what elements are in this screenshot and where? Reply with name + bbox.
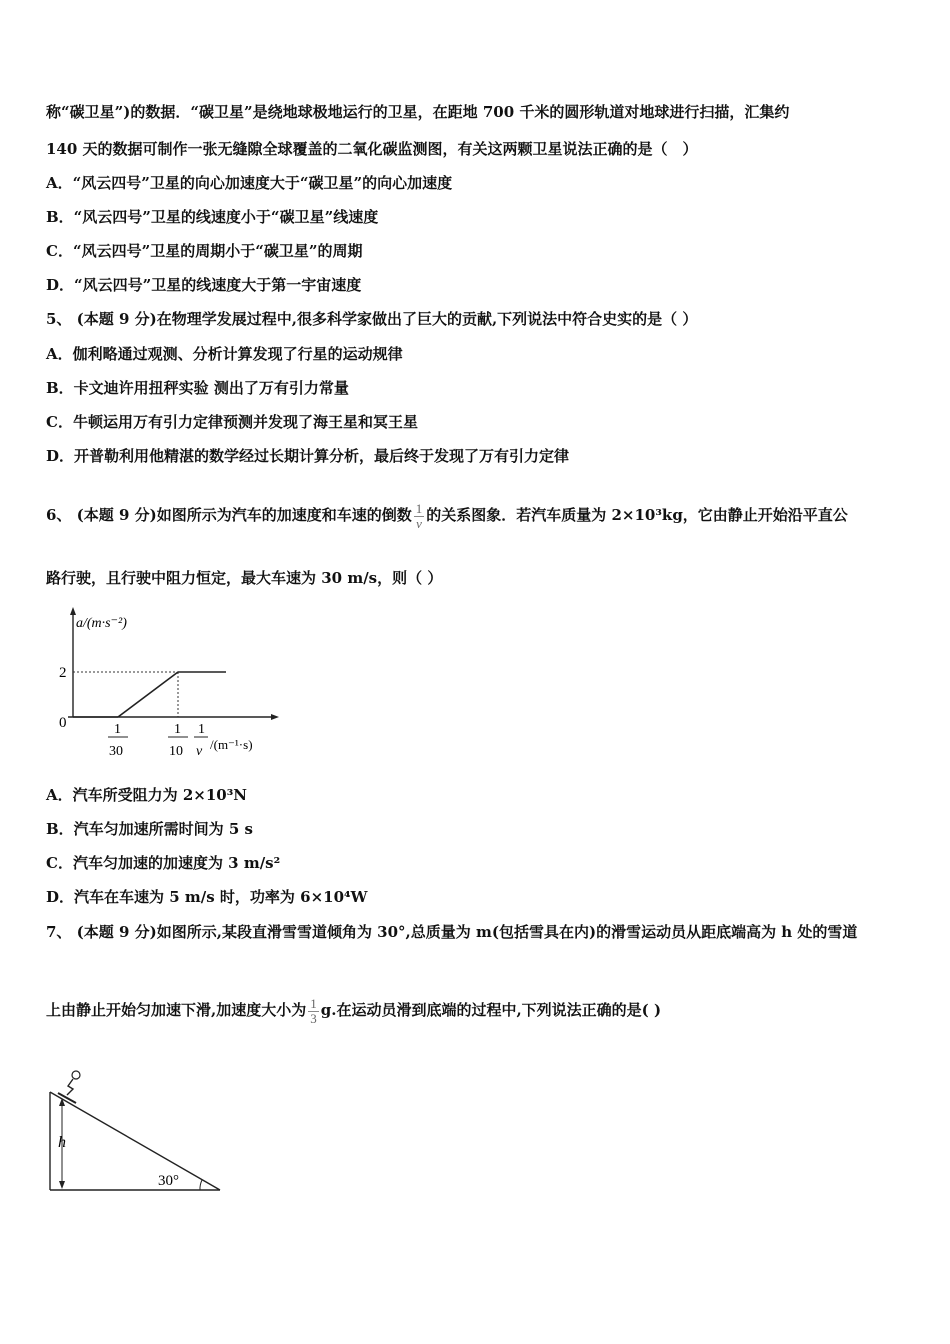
origin-label: 0 [59,715,67,731]
q6-stem [46,495,848,535]
angle-label: 30° [158,1173,179,1189]
q7-one-third-fraction [308,997,319,1026]
q7-stem-part-b: 上由静止开始匀加速下滑,加速度大小为 [46,1001,307,1019]
y-axis-label: a/(m·s⁻²) [76,616,127,631]
q7-stem-part-c: g.在运动员滑到底端的过程中,下列说法正确的是( ) [320,1001,662,1019]
x-axis-unit: /(m⁻¹·s) [210,737,253,752]
q4-option-d: D．“风云四号”卫星的线速度大于第一宇宙速度 [46,276,362,294]
q6-frac-denominator: v [416,515,422,531]
y-axis-arrow [70,607,76,615]
q4-stem-line1: 称“碳卫星”)的数据．“碳卫星”是绕地球极地运行的卫星，在距地 700 千米的圆形轨道对地球进行扫描，汇集约 [46,103,790,121]
q6-option-a: A．汽车所受阻力为 2×10³N [46,786,248,804]
q6-stem-part-a: 6、 (本题 9 分)如图所示为汽车的加速度和车速的倒数 [46,506,412,524]
height-label: h [58,1134,66,1151]
x-label-denominator: v [196,744,203,759]
q4-option-b: B．“风云四号”卫星的线速度小于“碳卫星”线速度 [46,208,379,226]
q5-option-b: B．卡文迪许用扭秤实验 测出了万有引力常量 [46,379,349,397]
q6-inverse-v-fraction [414,502,425,531]
angle-arc [200,1180,202,1190]
graph-rising-segment [118,672,178,717]
q7-stem-line2 [46,988,661,1032]
x-axis-arrow [271,714,279,720]
x-tick-2-numerator: 1 [174,722,181,737]
q7-incline-figure [40,1062,230,1197]
q6-frac-numerator: 1 [415,500,423,516]
q6-stem-part-b: 的关系图象．若汽车质量为 2×10³kg，它由静止开始沿平直公 [426,506,848,524]
q7-stem-line1: 7、 (本题 9 分)如图所示,某段直滑雪雪道倾角为 30°,总质量为 m(包括雪具在内)的滑雪运动员从距底端高为 h 处的雪道 [46,923,858,941]
q5-option-d: D．开普勒利用他精湛的数学经过长期计算分析，最后终于发现了万有引力定律 [46,447,570,465]
q6-acceleration-graph [46,605,286,765]
incline-slope [50,1092,220,1190]
q7-frac-denominator: 3 [310,1010,317,1026]
q5-option-c: C．牛顿运用万有引力定律预测并发现了海王星和冥王星 [46,413,418,431]
q5-option-a: A．伽利略通过观测、分析计算发现了行星的运动规律 [46,345,403,363]
y-tick-2: 2 [59,665,67,681]
q6-option-b: B．汽车匀加速所需时间为 5 s [46,820,254,838]
height-arrow-top [59,1098,65,1106]
x-tick-2-denominator: 10 [169,744,183,759]
height-arrow-bottom [59,1181,65,1189]
q6-stem-line2: 路行驶，且行驶中阻力恒定，最大车速为 30 m/s，则（ ） [46,569,443,587]
q6-option-d: D．汽车在车速为 5 m/s 时，功率为 6×10⁴W [46,888,368,906]
q5-stem: 5、 (本题 9 分)在物理学发展过程中,很多科学家做出了巨大的贡献,下列说法中符合史实的是（ ） [46,310,698,328]
q4-option-c: C．“风云四号”卫星的周期小于“碳卫星”的周期 [46,242,363,260]
x-tick-1-numerator: 1 [114,722,121,737]
x-tick-1-denominator: 30 [109,744,123,759]
q4-option-a: A．“风云四号”卫星的向心加速度大于“碳卫星”的向心加速度 [46,174,453,192]
x-label-numerator: 1 [198,722,205,737]
q7-frac-numerator: 1 [310,995,317,1011]
q6-option-c: C．汽车匀加速的加速度为 3 m/s² [46,854,281,872]
q4-stem-line2: 140 天的数据可制作一张无缝隙全球覆盖的二氧化碳监测图，有关这两颗卫星说法正确的是（ ） [46,140,698,158]
